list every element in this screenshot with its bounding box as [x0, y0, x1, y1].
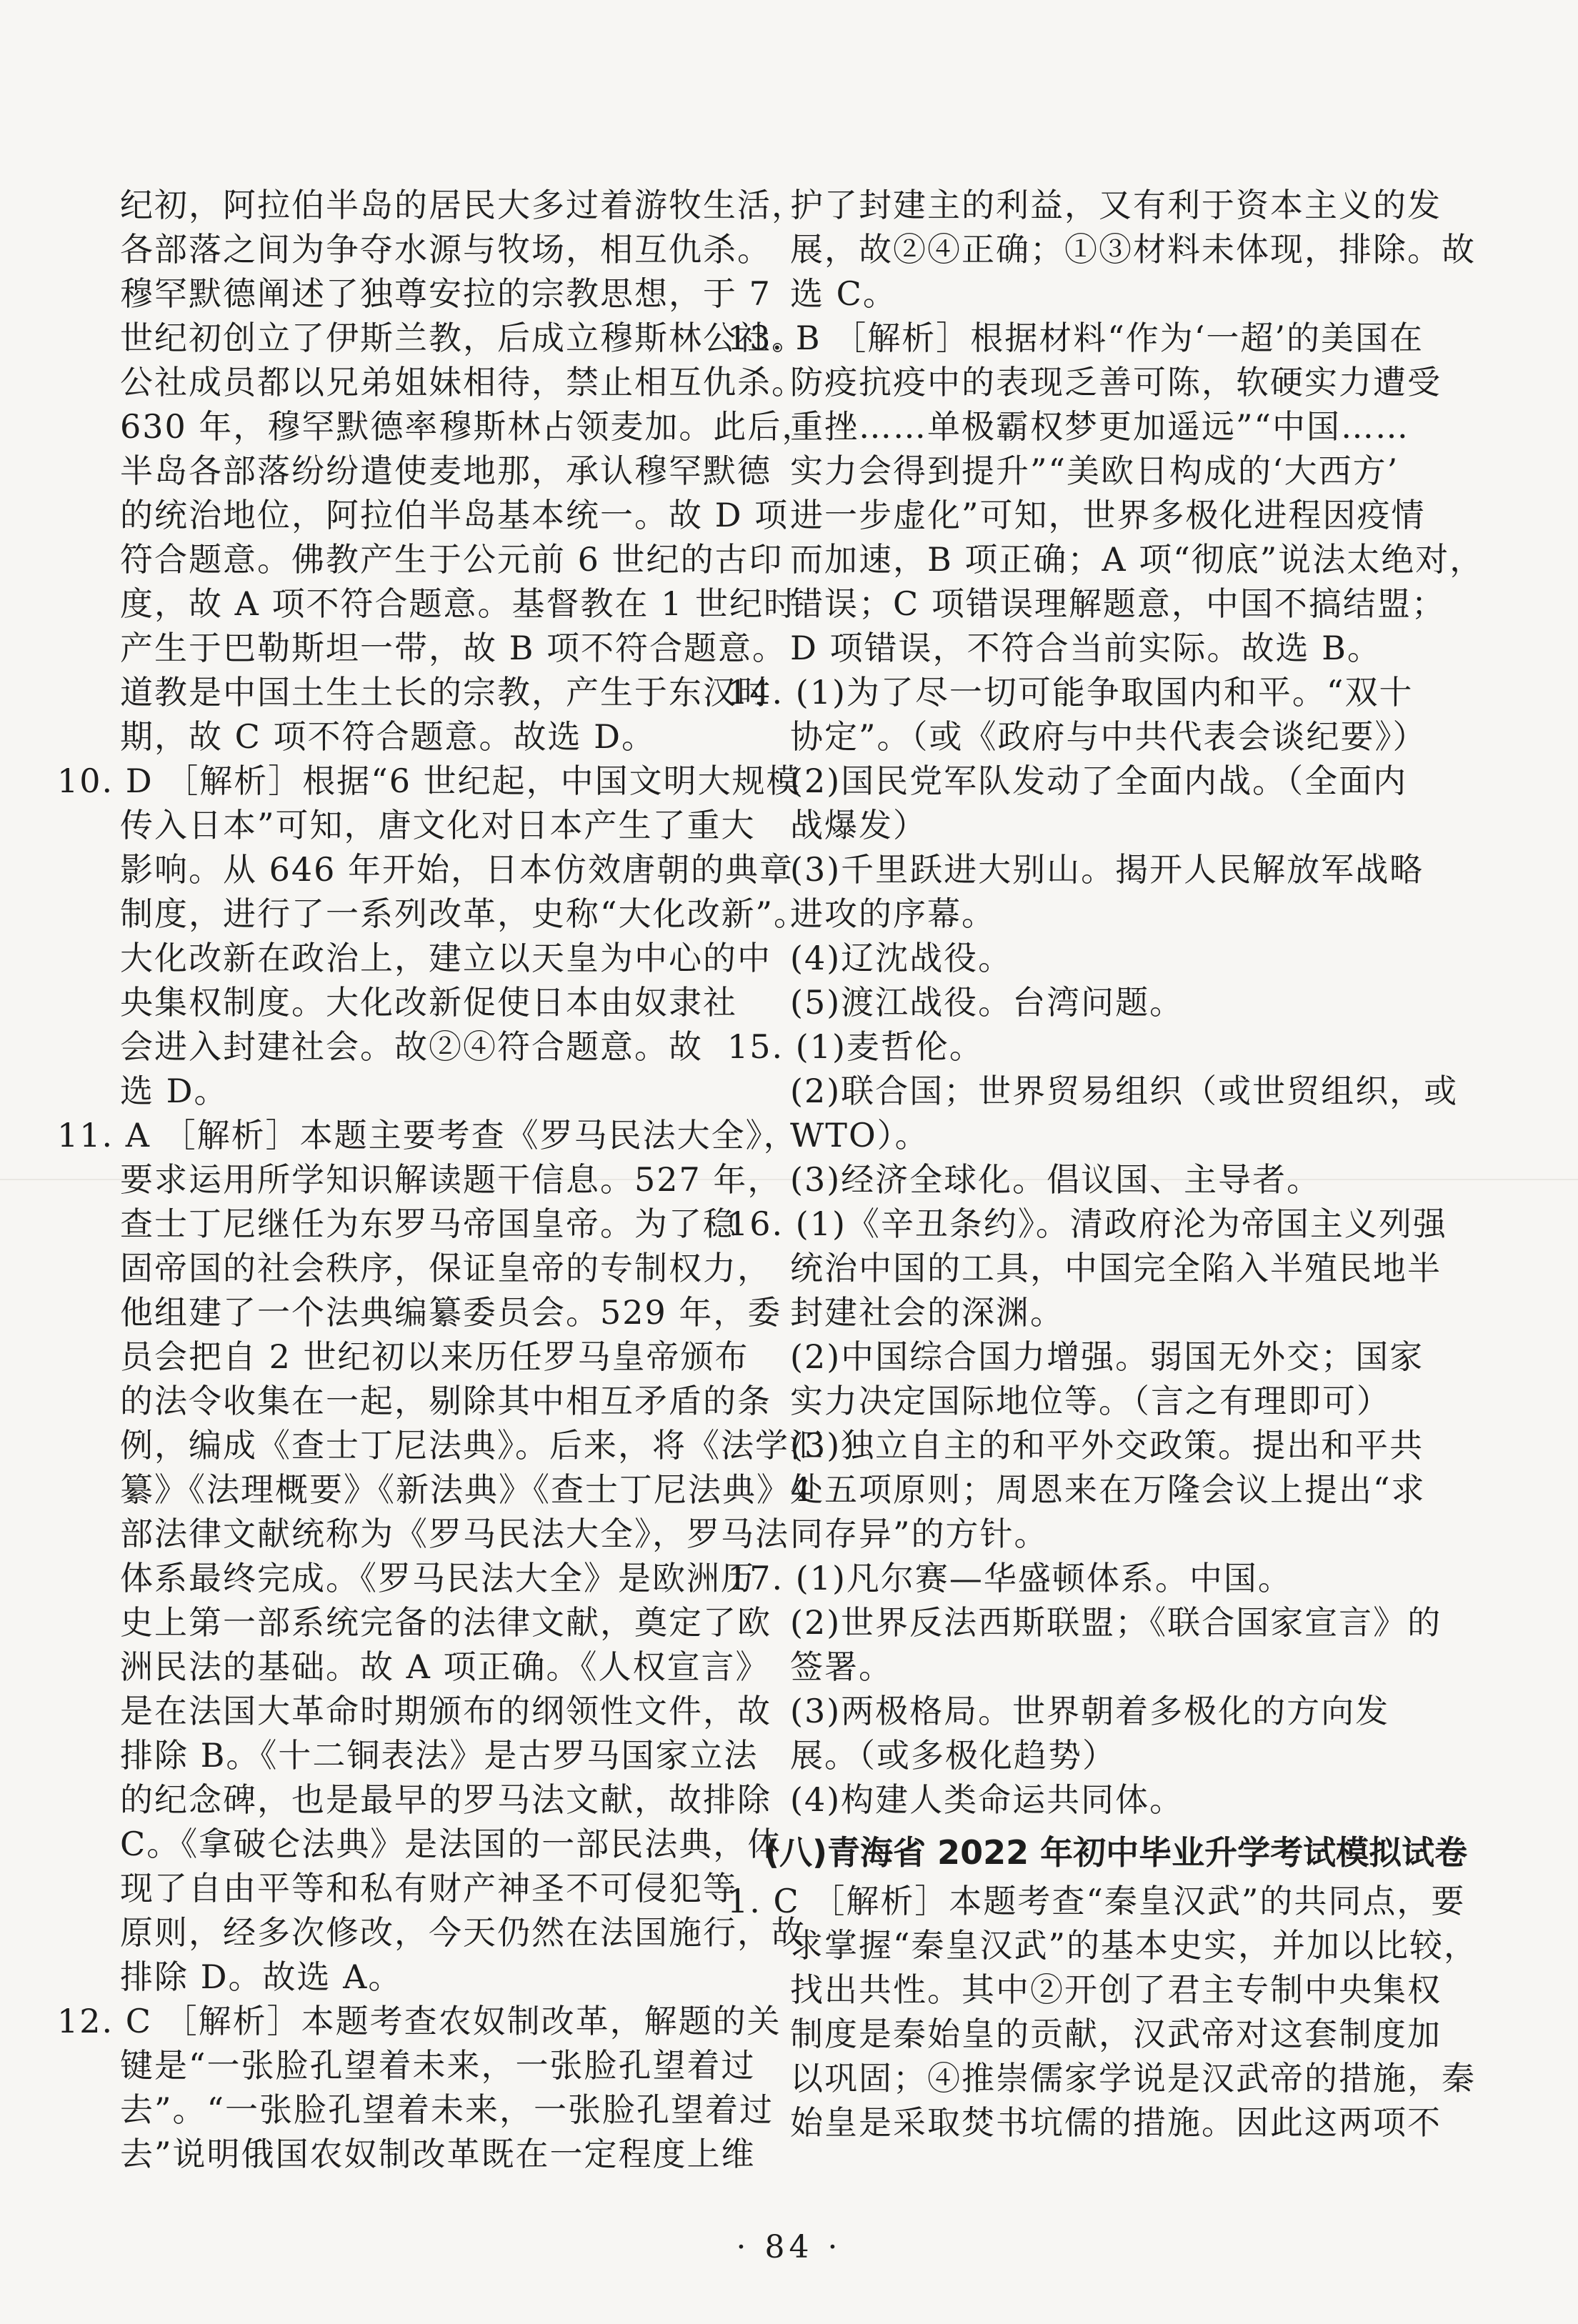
text-line: (2)中国综合国力增强。弱国无外交；国家	[790, 1337, 1424, 1376]
text-line: 以巩固；④推崇儒家学说是汉武帝的措施，秦	[790, 2059, 1476, 2098]
text-line: (5)渡江战役。台湾问题。	[790, 983, 1184, 1022]
text-line: 穆罕默德阐述了独尊安拉的宗教思想，于 7	[120, 274, 771, 313]
text-line: 央集权制度。大化改新促使日本由奴隶社	[120, 983, 737, 1022]
text-line: (3)两极格局。世界朝着多极化的方向发	[790, 1692, 1390, 1730]
text-line: 错误；C 项错误理解题意，中国不搞结盟；	[790, 584, 1446, 623]
text-line: 630 年，穆罕默德率穆斯林占领麦加。此后，	[120, 407, 817, 446]
text-line: 实力会得到提升”“美欧日构成的‘大西方’	[790, 452, 1399, 490]
text-line: 展，故②④正确；①③材料未体现，排除。故	[790, 230, 1476, 269]
text-line: 10. D ［解析］根据“6 世纪起，中国文明大规模	[57, 762, 801, 800]
text-line: 体系最终完成。《罗马民法大全》是欧洲历	[120, 1559, 755, 1597]
text-line: 排除 B。《十二铜表法》是古罗马国家立法	[120, 1736, 759, 1775]
text-line: 17. (1)凡尔赛—华盛顿体系。中国。	[727, 1559, 1292, 1597]
text-line: 14. (1)为了尽一切可能争取国内和平。“双十	[727, 673, 1414, 712]
text-line: 战爆发）	[790, 806, 927, 844]
text-line: 传入日本”可知，唐文化对日本产生了重大	[120, 806, 756, 844]
text-line: 去”。“一张脸孔望着未来，一张脸孔望着过	[120, 2090, 774, 2129]
text-line: 例，编成《查士丁尼法典》。后来，将《法学汇	[120, 1426, 824, 1465]
text-line: 求掌握“秦皇汉武”的基本史实，并加以比较，	[790, 1926, 1479, 1965]
text-line: 史上第一部系统完备的法律文献，奠定了欧	[120, 1603, 771, 1642]
text-line: 制度，进行了一系列改革，史称“大化改新”。	[120, 894, 809, 933]
text-line: 制度是秦始皇的贡献，汉武帝对这套制度加	[790, 2015, 1442, 2053]
text-line: 期，故 C 项不符合题意。故选 D。	[120, 717, 656, 756]
text-line: 纪初，阿拉伯半岛的居民大多过着游牧生活，	[120, 186, 806, 224]
right-column-section-answers	[727, 1879, 1534, 2145]
text-line: (2)联合国；世界贸易组织（或世贸组织，或	[790, 1072, 1459, 1110]
text-line: 道教是中国土生土长的宗教，产生于东汉时	[120, 673, 771, 712]
text-line: 进攻的序幕。	[790, 894, 996, 933]
text-line: 固帝国的社会秩序，保证皇帝的专制权力，	[120, 1249, 771, 1287]
text-line: 洲民法的基础。故 A 项正确。《人权宣言》	[120, 1647, 770, 1686]
text-line: 要求运用所学知识解读题干信息。527 年，	[120, 1160, 782, 1199]
text-line: 现了自由平等和私有财产神圣不可侵犯等	[120, 1869, 737, 1907]
text-line: 始皇是采取焚书坑儒的措施。因此这两项不	[790, 2103, 1442, 2142]
text-line: 15. (1)麦哲伦。	[727, 1027, 984, 1066]
text-line: 展。（或多极化趋势）	[790, 1736, 1117, 1775]
text-line: 原则，经多次修改，今天仍然在法国施行，故	[120, 1913, 806, 1952]
text-line: 找出共性。其中②开创了君主专制中央集权	[790, 1970, 1442, 2009]
text-line: 半岛各部落纷纷遣使麦地那，承认穆罕默德	[120, 452, 771, 490]
page-number: · 84 ·	[736, 2229, 842, 2265]
text-line: 产生于巴勒斯坦一带，故 B 项不符合题意。	[120, 629, 787, 667]
text-line: 度，故 A 项不符合题意。基督教在 1 世纪时	[120, 584, 798, 623]
text-line: 的纪念碑，也是最早的罗马法文献，故排除	[120, 1780, 771, 1819]
text-line: 会进入封建社会。故②④符合题意。故	[120, 1027, 703, 1066]
text-line: (3)独立自主的和平外交政策。提出和平共	[790, 1426, 1424, 1465]
text-line: C。《拿破仑法典》是法国的一部民法典，体	[120, 1825, 782, 1863]
right-column-answers	[727, 183, 1534, 1822]
text-line: 选 C。	[790, 274, 897, 313]
text-line: 大化改新在政治上，建立以天皇为中心的中	[120, 939, 771, 977]
text-line: 13. B ［解析］根据材料“作为‘一超’的美国在	[727, 319, 1424, 357]
section-heading: (八)青海省 2022 年初中毕业升学考试模拟试卷	[764, 1833, 1468, 1872]
text-line: 封建社会的深渊。	[790, 1293, 1064, 1332]
text-line: (3)千里跃进大别山。揭开人民解放军战略	[790, 850, 1424, 889]
text-line: 影响。从 646 年开始，日本仿效唐朝的典章	[120, 850, 794, 889]
text-line: 公社成员都以兄弟姐妹相待，禁止相互仇杀。	[120, 363, 806, 402]
text-line: (4)构建人类命运共同体。	[790, 1780, 1184, 1819]
text-line: 的统治地位，阿拉伯半岛基本统一。故 D 项	[120, 496, 789, 534]
text-line: 处五项原则；周恩来在万隆会议上提出“求	[790, 1470, 1426, 1509]
text-line: 重挫……单极霸权梦更加遥远”“中国……	[790, 407, 1410, 446]
text-line: 去”说明俄国农奴制改革既在一定程度上维	[120, 2135, 756, 2173]
text-line: 进一步虚化”可知，世界多极化进程因疫情	[790, 496, 1426, 534]
text-line: 协定”。（或《政府与中共代表会谈纪要》）	[790, 717, 1427, 756]
text-line: 键是“一张脸孔望着未来，一张脸孔望着过	[120, 2046, 756, 2085]
text-line: 实力决定国际地位等。（言之有理即可）	[790, 1382, 1391, 1420]
text-line: 护了封建主的利益，又有利于资本主义的发	[790, 186, 1442, 224]
text-line: 的法令收集在一起，剔除其中相互矛盾的条	[120, 1382, 771, 1420]
text-line: 查士丁尼继任为东罗马帝国皇帝。为了稳	[120, 1205, 737, 1243]
text-line: (4)辽沈战役。	[790, 939, 1013, 977]
text-line: 选 D。	[120, 1072, 229, 1110]
text-line: 统治中国的工具，中国完全陷入半殖民地半	[790, 1249, 1442, 1287]
text-line: 各部落之间为争夺水源与牧场，相互仇杀。	[120, 230, 771, 269]
text-line: (2)世界反法西斯联盟；《联合国家宣言》的	[790, 1603, 1442, 1642]
text-line: WTO）。	[790, 1116, 929, 1154]
text-line: 1. C ［解析］本题考查“秦皇汉武”的共同点，要	[727, 1882, 1466, 1920]
text-line: 而加速，B 项正确；A 项“彻底”说法太绝对，	[790, 540, 1484, 579]
text-line: 签署。	[790, 1647, 893, 1686]
text-line: D 项错误，不符合当前实际。故选 B。	[790, 629, 1382, 667]
text-line: 11. A ［解析］本题主要考查《罗马民法大全》，	[57, 1116, 798, 1154]
left-column	[57, 183, 824, 2176]
text-line: 16. (1)《辛丑条约》。清政府沦为帝国主义列强	[727, 1205, 1447, 1243]
text-line: 符合题意。佛教产生于公元前 6 世纪的古印	[120, 540, 784, 579]
text-line: (2)国民党军队发动了全面内战。（全面内	[790, 762, 1408, 800]
text-line: 部法律文献统称为《罗马民法大全》，罗马法	[120, 1515, 789, 1553]
text-line: 纂》《法理概要》《新法典》《查士丁尼法典》4	[120, 1470, 814, 1509]
text-line: 同存异”的方针。	[790, 1515, 1049, 1553]
text-line: 防疫抗疫中的表现乏善可陈，软硬实力遭受	[790, 363, 1442, 402]
right-column	[727, 183, 1534, 2145]
text-line: 是在法国大革命时期颁布的纲领性文件，故	[120, 1692, 771, 1730]
text-line: 世纪初创立了伊斯兰教，后成立穆斯林公社。	[120, 319, 806, 357]
text-line: 12. C ［解析］本题考查农奴制改革，解题的关	[57, 2002, 781, 2040]
text-line: (3)经济全球化。倡议国、主导者。	[790, 1160, 1322, 1199]
text-line: 排除 D。故选 A。	[120, 1958, 403, 1996]
text-line: 他组建了一个法典编纂委员会。529 年，委	[120, 1293, 782, 1332]
text-line: 员会把自 2 世纪初以来历任罗马皇帝颁布	[120, 1337, 749, 1376]
